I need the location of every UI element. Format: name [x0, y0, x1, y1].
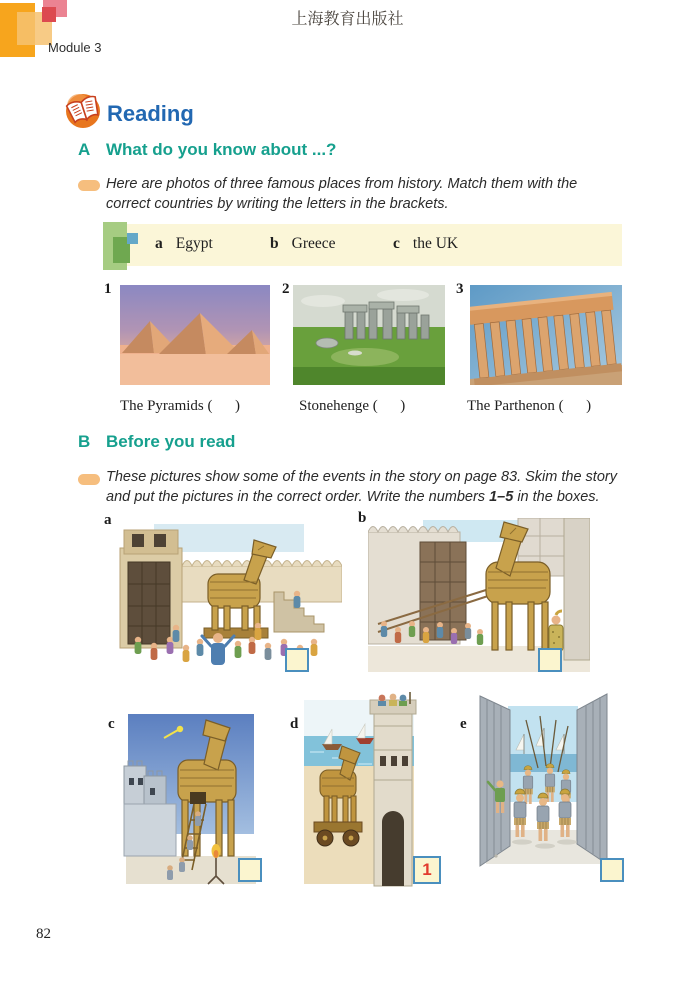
option-letter: b — [270, 235, 279, 252]
answer-box-d[interactable] — [413, 856, 441, 884]
illustration-e-soldiers-marching-out-gates — [466, 684, 621, 881]
answer-box-a[interactable] — [285, 648, 309, 672]
instruction-bold-range: 1–5 — [489, 489, 514, 505]
option-the-uk — [393, 235, 458, 253]
option-label: Greece — [291, 235, 336, 252]
picture-c-label: c — [108, 716, 115, 732]
section-b-letter: B — [78, 432, 91, 451]
answer-box-c[interactable] — [238, 858, 262, 882]
caption-parthenon: The Parthenon ( ) — [467, 398, 592, 414]
photo-pyramids — [120, 285, 270, 385]
answer-value: 1 — [422, 860, 432, 879]
picture-e-label: e — [460, 716, 467, 732]
instruction-text: These pictures show some of the events in the story on page 83. Skim the story and put the pictures in the correct order. Write the numbers — [106, 469, 617, 505]
options-box — [103, 224, 622, 266]
picture-d-label: d — [290, 716, 299, 732]
reading-heading — [64, 92, 194, 135]
caption-stonehenge: Stonehenge ( ) — [299, 398, 406, 414]
option-greece — [270, 235, 336, 253]
caption-pyramids: The Pyramids ( ) — [120, 398, 240, 414]
task-marker-icon — [78, 474, 100, 485]
section-a-heading — [78, 140, 336, 160]
task-marker-icon — [78, 180, 100, 191]
illustration-d-horse-on-beach-ships-leaving — [298, 692, 420, 895]
option-egypt — [155, 235, 213, 253]
photo-parthenon — [470, 285, 622, 385]
answer-box-b[interactable] — [538, 648, 562, 672]
section-b-instruction — [106, 467, 624, 507]
picture-a-label: a — [104, 512, 112, 528]
photo-stonehenge — [293, 285, 445, 385]
section-a-title: What do you know about ...? — [106, 140, 337, 159]
section-a-letter: A — [78, 140, 91, 159]
instruction-text: in the boxes. — [513, 489, 600, 505]
section-b-title: Before you read — [106, 432, 236, 451]
photo-number-1: 1 — [104, 281, 112, 297]
photo-number-3: 3 — [456, 281, 464, 297]
option-label: the UK — [412, 235, 459, 252]
answer-box-e[interactable] — [600, 858, 624, 882]
option-letter: c — [393, 235, 400, 252]
blue-decor-square — [127, 233, 138, 244]
section-b-heading — [78, 432, 235, 452]
option-letter: a — [155, 235, 163, 252]
photo-number-2: 2 — [282, 281, 290, 297]
reading-book-icon — [64, 92, 104, 135]
option-label: Egypt — [175, 235, 213, 252]
reading-title: Reading — [107, 100, 194, 126]
publisher-title: 上海教育出版社 — [291, 11, 404, 28]
section-a-instruction: Here are photos of three famous places from history. Match them with the correct countries by writing the letters in the brackets. — [106, 176, 578, 212]
picture-b-label: b — [358, 510, 367, 526]
module-label: Module 3 — [48, 40, 102, 55]
page-number: 82 — [36, 926, 51, 942]
